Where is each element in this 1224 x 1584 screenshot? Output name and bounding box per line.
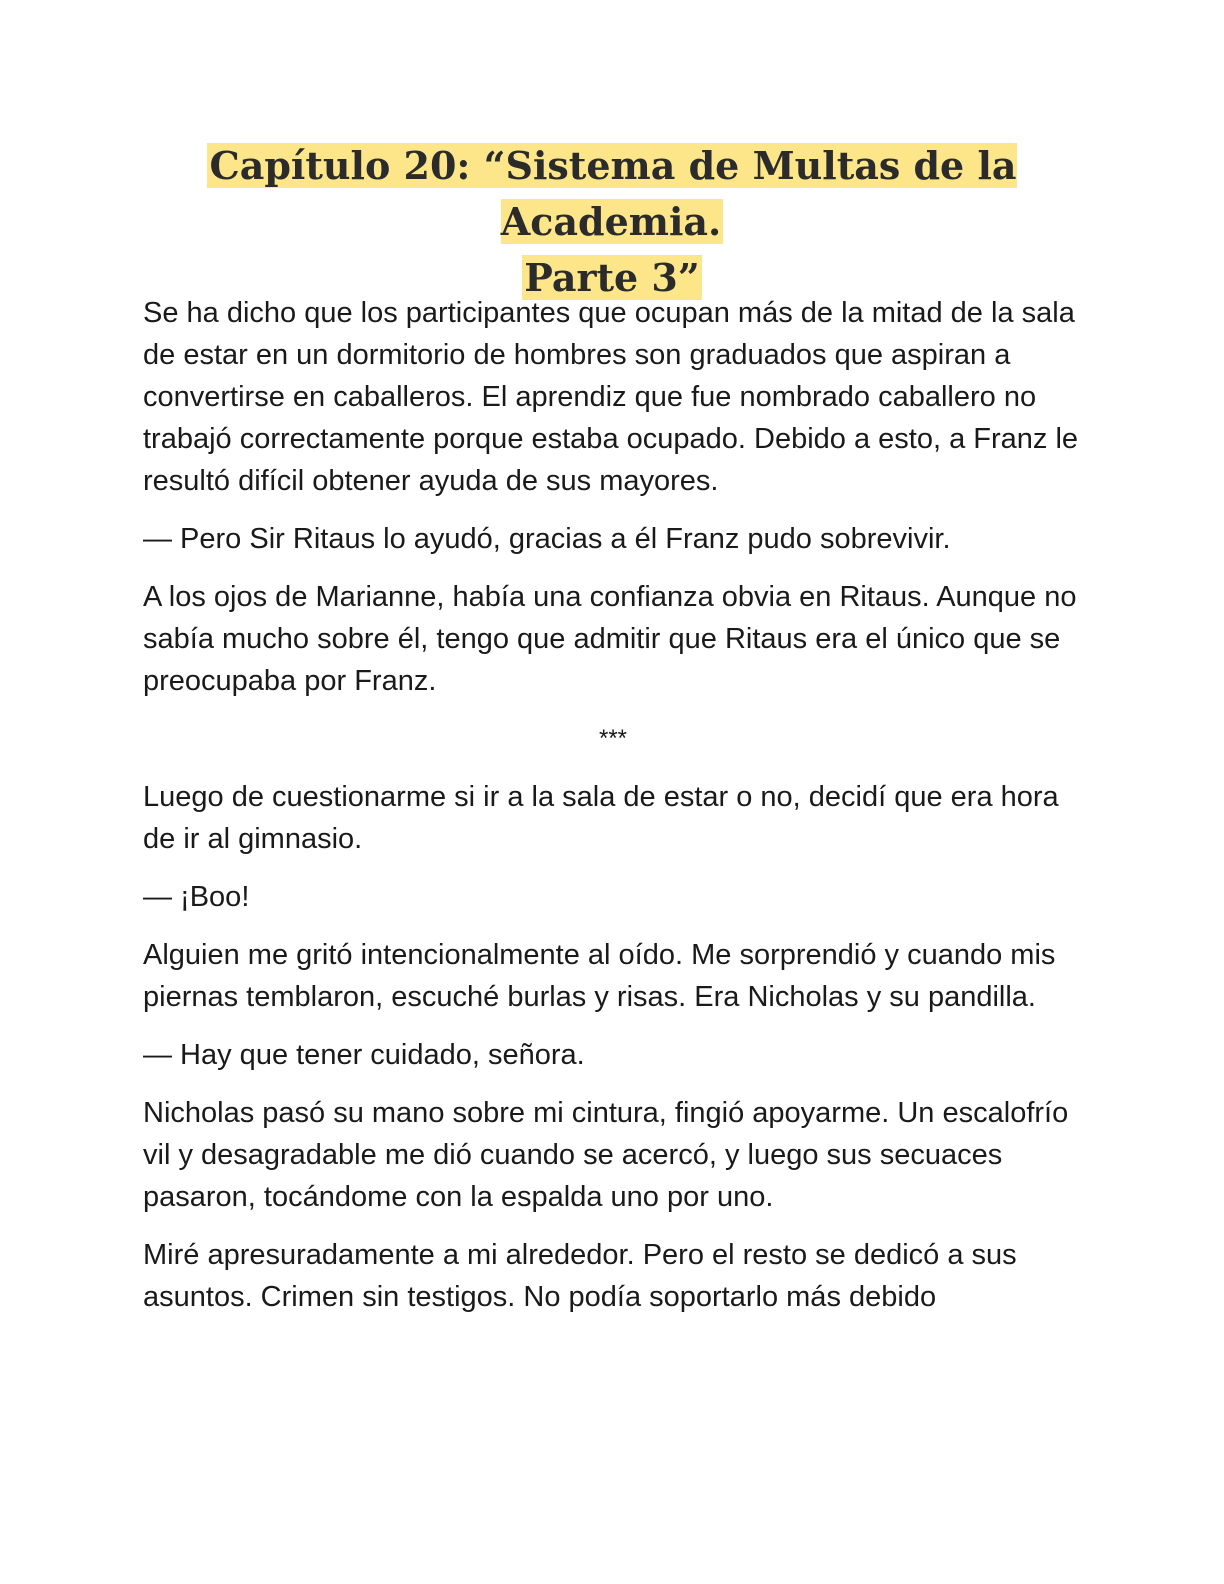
scene-separator: *** — [598, 725, 628, 752]
paragraph: Nicholas pasó su mano sobre mi cintura, fingió apoyarme. Un escalofrío vil y desagradable me dió cuando se acercó, y luego sus secuaces pasaron, tocándome con la espalda uno por uno. — [143, 1097, 1069, 1213]
chapter-title — [100, 138, 1124, 306]
chapter-title-line-1: Capítulo 20: “Sistema de Multas de la Academia. — [209, 143, 1017, 244]
paragraph: Luego de cuestionarme si ir a la sala de estar o no, decidí que era hora de ir al gimnasio. — [143, 781, 1059, 855]
paragraph: Se ha dicho que los participantes que ocupan más de la mitad de la sala de estar en un dormitorio de hombres son graduados que aspiran a convertirse en caballeros. El aprendiz que fue nombrado caballero no trabajó correctamente porque estaba ocupado. Debido a esto, a Franz le resultó difícil obtener ayuda de sus mayores. — [143, 297, 1079, 497]
dialogue-line: — ¡Boo! — [143, 881, 250, 913]
chapter-title-line-2: Parte 3” — [524, 255, 700, 300]
paragraph: Alguien me gritó intencionalmente al oído. Me sorprendió y cuando mis piernas temblaron, escuché burlas y risas. Era Nicholas y su pandilla. — [143, 939, 1056, 1013]
dialogue-line: — Hay que tener cuidado, señora. — [143, 1039, 585, 1071]
chapter-body — [143, 292, 1083, 1334]
paragraph: Miré apresuradamente a mi alrededor. Pero el resto se dedicó a sus asuntos. Crimen sin testigos. No podía soportarlo más debido — [143, 1239, 1017, 1313]
dialogue-line: — Pero Sir Ritaus lo ayudó, gracias a él Franz pudo sobrevivir. — [143, 523, 951, 555]
paragraph: A los ojos de Marianne, había una confianza obvia en Ritaus. Aunque no sabía mucho sobre él, tengo que admitir que Ritaus era el único que se preocupaba por Franz. — [143, 581, 1077, 697]
